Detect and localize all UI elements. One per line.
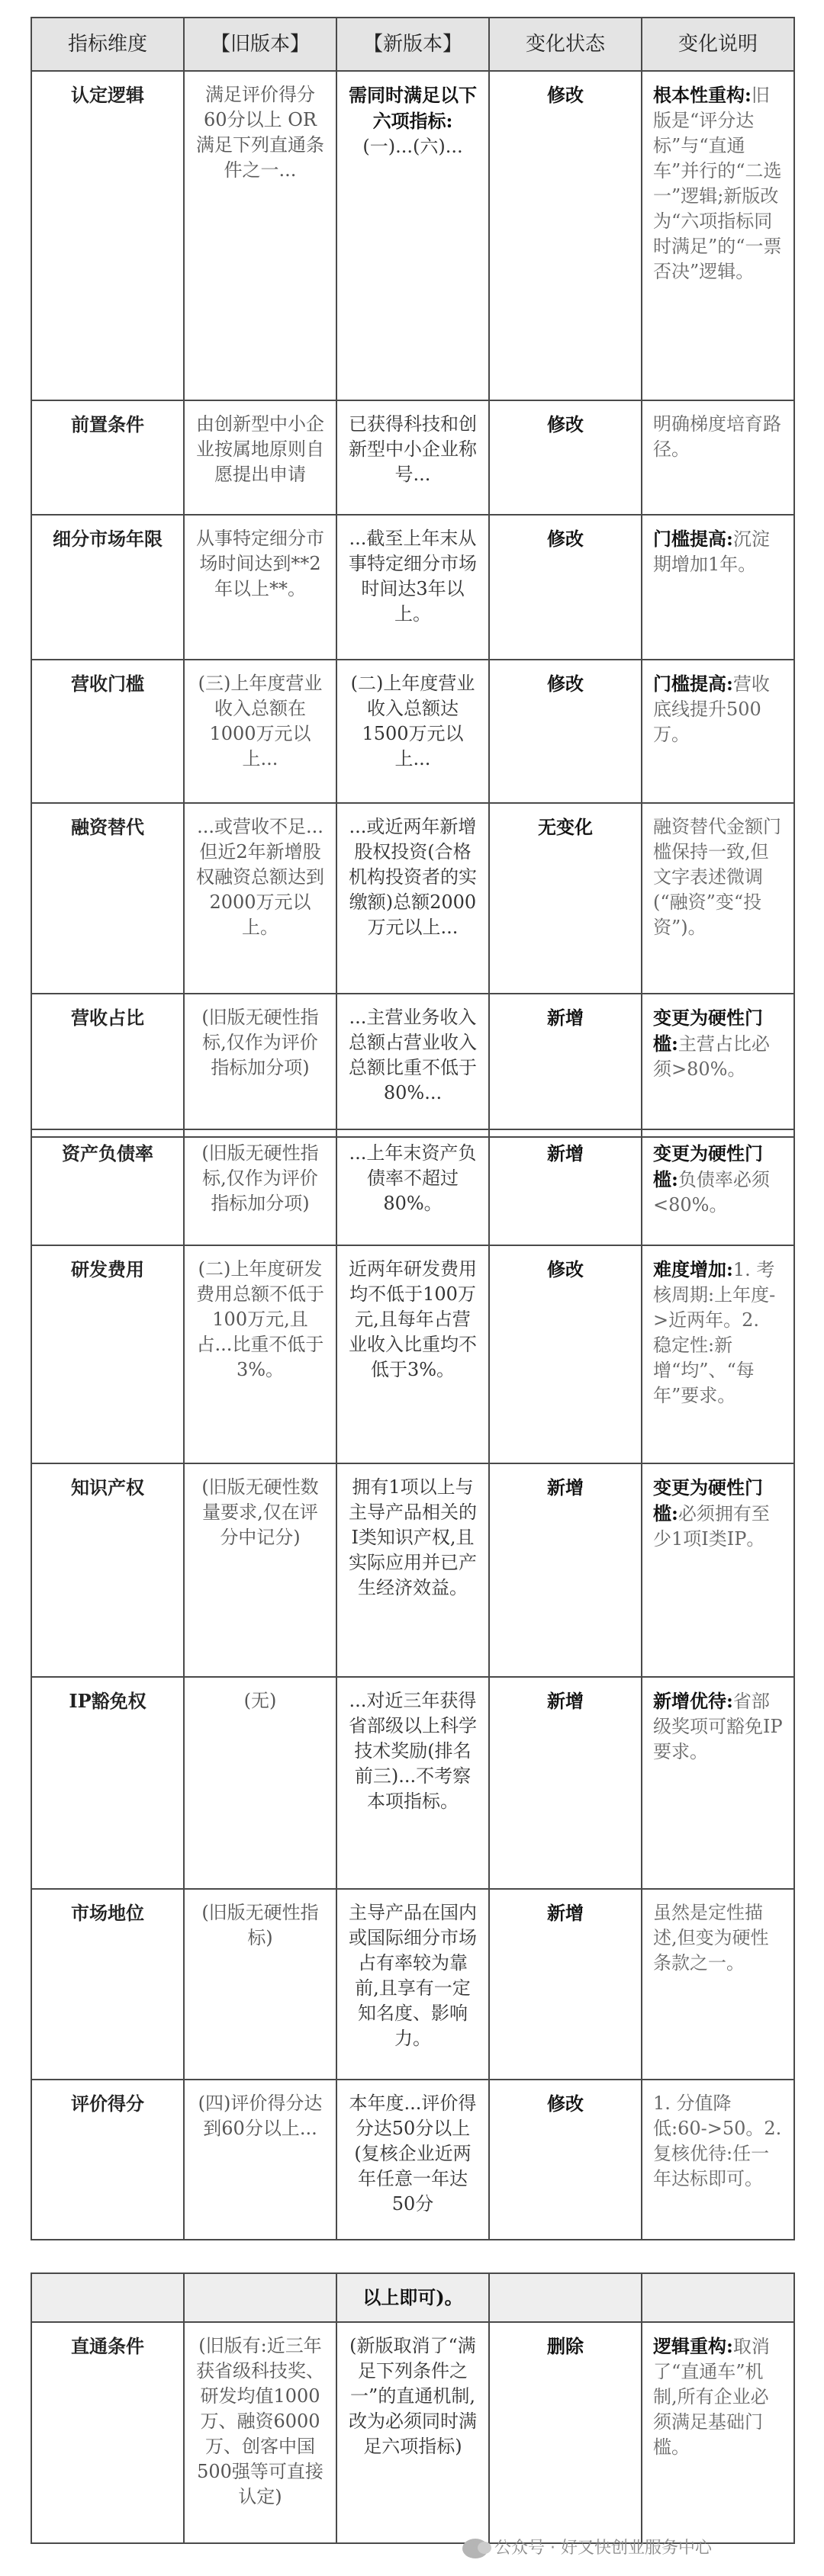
- cell-note: 虽然是定性描述,但变为硬性条款之一。: [642, 1889, 794, 2080]
- cell-status: 修改: [489, 660, 642, 803]
- cell-old: (旧版无硬性指标,仅作为评价指标加分项): [184, 1129, 336, 1245]
- cell-dimension: 营收占比: [31, 994, 184, 1137]
- watermark-text: 公众号 · 好又快创业服务中心: [494, 2539, 712, 2558]
- cell-note: 1. 分值降低:60->50。2. 复核优待:任一年达标即可。: [642, 2080, 794, 2240]
- cell-old: (无): [184, 1677, 336, 1889]
- cell-old: (四)评价得分达到60分以上...: [184, 2080, 336, 2240]
- cell-status: 修改: [489, 2080, 642, 2240]
- comparison-table-2: [31, 1129, 795, 2240]
- cell-note-emphasis: 难度增加:: [653, 1258, 733, 1280]
- cell-new-emphasis: 需同时满足以下六项指标:: [349, 84, 477, 132]
- cell-note: [642, 1245, 794, 1463]
- table-row: [31, 660, 794, 803]
- cell-dimension: 细分市场年限: [31, 515, 184, 660]
- cell-status: 新增: [489, 1463, 642, 1677]
- cell-status: 修改: [489, 71, 642, 400]
- cell-empty: [31, 2273, 184, 2322]
- cell-note-text: 1. 考核周期:上年度->近两年。2. 稳定性:新增“均”、“每年”要求。: [653, 1259, 776, 1406]
- cell-new: ...主营业务收入总额占营业收入总额比重不低于80%...: [336, 994, 489, 1137]
- cell-new-text: 已获得科技和创新型中小企业称号...: [349, 413, 477, 485]
- cell-old: (二)上年度研发费用总额不低于100万元,且占...比重不低于3%。: [184, 1245, 336, 1463]
- cell-old: (旧版无硬性指标,仅作为评价指标加分项): [184, 994, 336, 1137]
- cell-empty: [184, 2273, 336, 2322]
- cell-status: 新增: [489, 994, 642, 1137]
- cell-new-continuation: [336, 2273, 489, 2322]
- cell-old: (旧版有:近三年获省级科技奖、研发均值1000万、融资6000万、创客中国500强等可直接认定): [184, 2322, 336, 2543]
- cell-note: [642, 71, 794, 400]
- cell-note-text: 营收底线提升500万。: [653, 673, 770, 745]
- cell-dimension: 知识产权: [31, 1463, 184, 1677]
- cell-new: ...截至上年末从事特定细分市场时间达3年以上。: [336, 515, 489, 660]
- cell-empty: [489, 2273, 642, 2322]
- cell-note-emphasis: 变更为硬性门槛:: [653, 1476, 763, 1524]
- cell-note-emphasis: 根本性重构:: [653, 84, 752, 106]
- cell-note-text: 必须拥有至少1项I类IP。: [653, 1503, 770, 1550]
- cell-old: (三)上年度营业收入总额在1000万元以上...: [184, 660, 336, 803]
- cell-dimension: 资产负债率: [31, 1129, 184, 1245]
- cell-new: (新版取消了“满足下列条件之一”的直通机制,改为必须同时满足六项指标): [336, 2322, 489, 2543]
- table-row: [31, 1129, 794, 1245]
- cell-note-emphasis: 逻辑重构:: [653, 2335, 733, 2357]
- cell-new: ...或近两年新增股权投资(合格机构投资者的实缴额)总额2000万元以上...: [336, 803, 489, 994]
- cell-note: [642, 515, 794, 660]
- cell-new: 主导产品在国内或国际细分市场占有率较为靠前,且享有一定知名度、影响力。: [336, 1889, 489, 2080]
- cell-new: 拥有1项以上与主导产品相关的I类知识产权,且实际应用并已产生经济效益。: [336, 1463, 489, 1677]
- cell-note: [642, 1463, 794, 1677]
- table-row: [31, 1677, 794, 1889]
- header-new-version: 【新版本】: [336, 18, 489, 71]
- table-row: [31, 400, 794, 515]
- cell-dimension: 认定逻辑: [31, 71, 184, 400]
- cell-note: [642, 660, 794, 803]
- table-row: [31, 2080, 794, 2240]
- table-row: [31, 1889, 794, 2080]
- cell-old: (旧版无硬性指标): [184, 1889, 336, 2080]
- cell-dimension: 评价得分: [31, 2080, 184, 2240]
- cell-note: [642, 1677, 794, 1889]
- cell-new: [336, 400, 489, 515]
- cell-status: 修改: [489, 1245, 642, 1463]
- cell-status: 新增: [489, 1889, 642, 2080]
- cell-empty: [642, 2273, 794, 2322]
- cell-note-emphasis: 变更为硬性门槛:: [653, 1007, 763, 1055]
- table-row: [31, 1463, 794, 1677]
- table-row: [31, 803, 794, 994]
- cell-status: 新增: [489, 1129, 642, 1245]
- cell-dimension: 前置条件: [31, 400, 184, 515]
- cell-old: (旧版无硬性数量要求,仅在评分中记分): [184, 1463, 336, 1677]
- cell-note-emphasis: 变更为硬性门槛:: [653, 1142, 763, 1190]
- cell-new: (二)上年度营业收入总额达1500万元以上...: [336, 660, 489, 803]
- cell-dimension: 直通条件: [31, 2322, 184, 2543]
- cell-note: [642, 2322, 794, 2543]
- cell-new: 近两年研发费用均不低于100万元,且每年占营业收入比重均不低于3%。: [336, 1245, 489, 1463]
- cell-note-text: 主营占比必须>80%。: [653, 1033, 770, 1080]
- cell-dimension: 融资替代: [31, 803, 184, 994]
- cell-note-emphasis: 门槛提高:: [653, 528, 733, 550]
- cell-new: 本年度...评价得分达50分以上(复核企业近两年任意一年达50分: [336, 2080, 489, 2240]
- cell-note-text: 省部级奖项可豁免IP要求。: [653, 1691, 783, 1762]
- cell-dimension: 营收门槛: [31, 660, 184, 803]
- cell-old: 由创新型中小企业按属地原则自愿提出申请: [184, 400, 336, 515]
- cell-new-emphasis: 以上即可)。: [362, 2286, 463, 2308]
- cell-new-text: (一)...(六)...: [362, 136, 463, 157]
- table-row: [31, 2322, 794, 2543]
- comparison-table-1: [31, 17, 795, 1138]
- cell-status: 修改: [489, 515, 642, 660]
- header-change-note: 变化说明: [642, 18, 794, 71]
- cell-old: 从事特定细分市场时间达到**2年以上**。: [184, 515, 336, 660]
- cell-new: [336, 71, 489, 400]
- cell-note-text: 取消了“直通车”机制,所有企业必须满足基础门槛。: [653, 2336, 770, 2458]
- cell-note-text: 沉淀期增加1年。: [653, 528, 770, 575]
- header-dimension: 指标维度: [31, 18, 184, 71]
- comparison-table-3: [31, 2272, 795, 2544]
- header-change-status: 变化状态: [489, 18, 642, 71]
- cell-old: 满足评价得分60分以上 OR 满足下列直通条件之一...: [184, 71, 336, 400]
- cell-note: 融资替代金额门槛保持一致,但文字表述微调(“融资”变“投资”)。: [642, 803, 794, 994]
- cell-note-text: 明确梯度培育路径。: [653, 413, 781, 460]
- cell-note-emphasis: 门槛提高:: [653, 673, 733, 695]
- cell-note-emphasis: 新增优待:: [653, 1690, 733, 1712]
- table-header-row: [31, 18, 794, 71]
- header-old-version: 【旧版本】: [184, 18, 336, 71]
- cell-new: ...对近三年获得省部级以上科学技术奖励(排名前三)...不考察本项指标。: [336, 1677, 489, 1889]
- cell-note: [642, 1129, 794, 1245]
- cell-status: 修改: [489, 400, 642, 515]
- table-row: [31, 71, 794, 400]
- watermark: [462, 2535, 712, 2558]
- table-row: [31, 2273, 794, 2322]
- cell-new: ...上年末资产负债率不超过80%。: [336, 1129, 489, 1245]
- cell-note-text: 旧版是“评分达标”与“直通车”并行的“二选一”逻辑;新版改为“六项指标同时满足”的“一票否决”逻辑。: [653, 85, 782, 282]
- cell-note-text: 负债率必须<80%。: [653, 1169, 770, 1216]
- cell-note: [642, 400, 794, 515]
- cell-dimension: 市场地位: [31, 1889, 184, 2080]
- cell-dimension: IP豁免权: [31, 1677, 184, 1889]
- table-row: [31, 515, 794, 660]
- cell-old: ...或营收不足...但近2年新增股权融资总额达到2000万元以上。: [184, 803, 336, 994]
- table-row: [31, 994, 794, 1137]
- cell-status: 新增: [489, 1677, 642, 1889]
- cell-note: [642, 994, 794, 1137]
- cell-status: 删除: [489, 2322, 642, 2543]
- cell-status: 无变化: [489, 803, 642, 994]
- table-row: [31, 1245, 794, 1463]
- cell-dimension: 研发费用: [31, 1245, 184, 1463]
- wechat-icon: [462, 2539, 488, 2558]
